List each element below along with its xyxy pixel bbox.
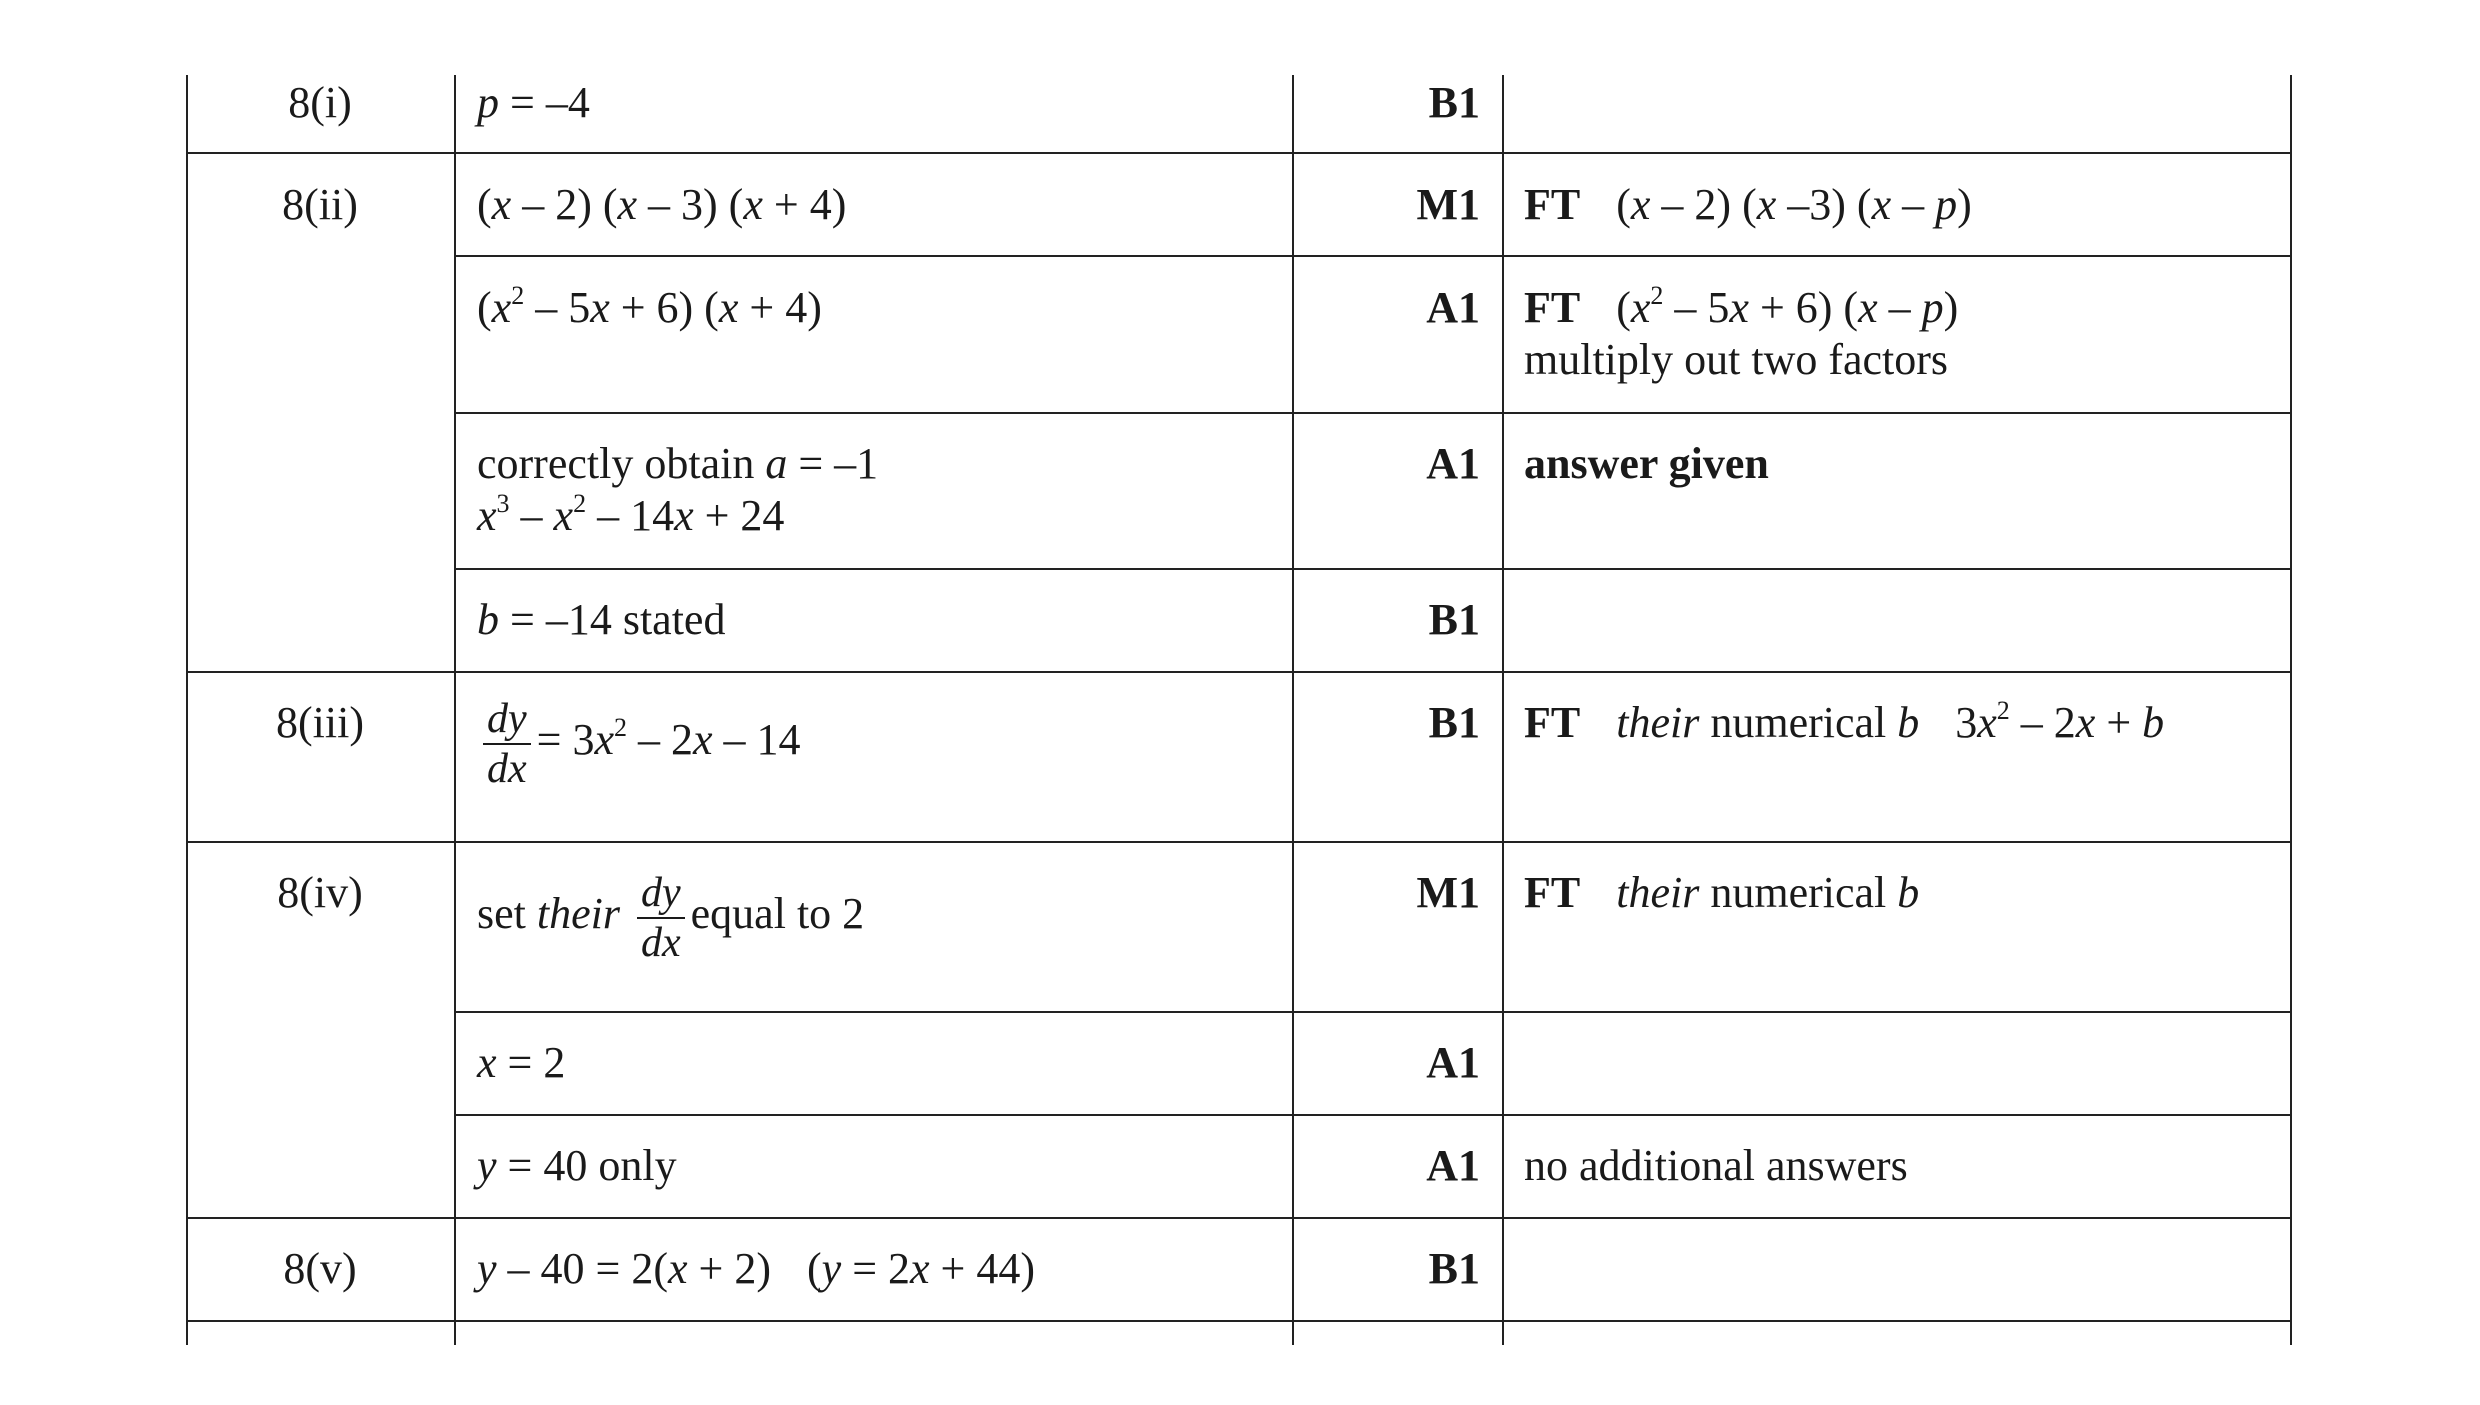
table-border-right	[2290, 75, 2292, 1345]
mark-code: M1	[1416, 868, 1480, 917]
mark-code: B1	[1428, 595, 1480, 644]
answer-text-line2: $x^3 - x^2 - 14x + 24$	[477, 489, 785, 540]
mark-code: A1	[1426, 283, 1480, 332]
guidance-text: FT $(x^2 - 5x + 6)$ (x – p)	[1524, 281, 1959, 332]
row-divider	[186, 1217, 2292, 1219]
row-divider	[454, 1011, 2292, 1013]
answer-derivative: set their $\frac{dy}{dx}$ equal to 2	[477, 870, 865, 966]
mark-code: B1	[1428, 698, 1480, 747]
derivative-fraction: $\frac{dy}{dx}$	[483, 695, 531, 793]
answer-text: y = 40 only	[477, 1141, 677, 1190]
ft-label: FT	[1524, 868, 1581, 917]
question-number: 8(v)	[283, 1244, 357, 1293]
answer-text: $(x^2 - 5x + 6) (x + 4)$	[477, 281, 822, 332]
column-divider	[1502, 75, 1504, 1345]
row-divider	[454, 568, 2292, 570]
question-number: 8(ii)	[282, 180, 358, 229]
answer-text: y – 40 = 2(x + 2) (y = 2x + 44)	[477, 1244, 1036, 1293]
ft-label: FT	[1524, 283, 1581, 332]
question-number: 8(iii)	[276, 698, 364, 747]
ft-label: FT	[1524, 180, 1581, 229]
question-number: 8(iv)	[277, 868, 363, 917]
row-divider	[186, 671, 2292, 673]
mark-code: A1	[1426, 1141, 1480, 1190]
mark-code: B1	[1428, 1244, 1480, 1293]
guidance-text: FT (x – 2) (x –3) (x – p)	[1524, 180, 1972, 229]
guidance-text: answer given	[1524, 439, 1769, 488]
row-divider	[454, 255, 2292, 257]
mark-code: A1	[1426, 439, 1480, 488]
guidance-text: FT their numerical b	[1524, 868, 1920, 917]
row-divider	[186, 841, 2292, 843]
guidance-text: FT their numerical b $3x^2 - 2x + b$	[1524, 696, 2165, 747]
row-divider	[454, 1114, 2292, 1116]
row-divider	[454, 412, 2292, 414]
mark-code: B1	[1428, 78, 1480, 127]
answer-text: (x – 2) (x – 3) (x + 4)	[477, 180, 847, 229]
answer-derivative: $\frac{dy}{dx}$ = $3x^2 - 2x - 14$	[477, 695, 801, 793]
row-divider	[186, 1320, 2292, 1322]
ft-label: FT	[1524, 698, 1581, 747]
guidance-text: no additional answers	[1524, 1141, 1908, 1190]
answer-text: p = –4	[477, 78, 590, 127]
answer-text: b = –14 stated	[477, 595, 726, 644]
answer-text: correctly obtain a = –1	[477, 439, 879, 488]
mark-code: M1	[1416, 180, 1480, 229]
row-divider	[186, 152, 2292, 154]
mark-scheme-table	[186, 75, 2292, 1345]
guidance-text-line2: multiply out two factors	[1524, 335, 1949, 384]
mark-code: A1	[1426, 1038, 1480, 1087]
question-number: 8(i)	[288, 78, 352, 127]
column-divider	[454, 75, 456, 1345]
answer-text: x = 2	[477, 1038, 566, 1087]
derivative-fraction: $\frac{dy}{dx}$	[637, 869, 685, 967]
